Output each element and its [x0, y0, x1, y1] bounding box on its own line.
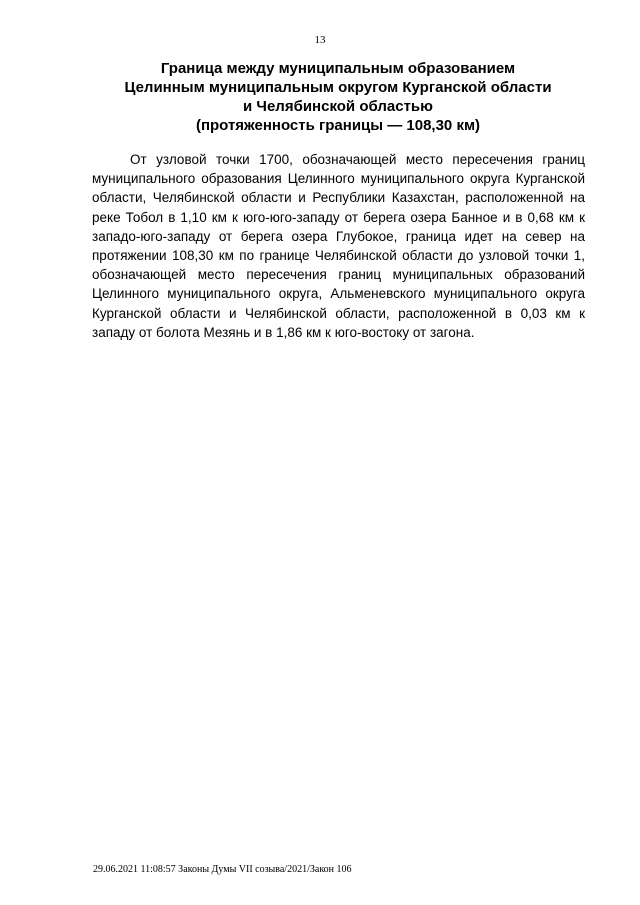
page-number: 13	[314, 34, 326, 46]
footer-stamp: 29.06.2021 11:08:57 Законы Думы VII созыва/2021/Закон 106	[93, 864, 352, 875]
document-title	[88, 59, 588, 135]
body-paragraph: От узловой точки 1700, обозначающей место пересечения границ муниципального образования Целинного муниципального округа Курганской области, Челябинской области и Республики Казахстан, расположенной на реке Тобол в 1,10 км к юго-юго-западу от берега озера Банное и в 0,68 км к западо-юго-западу от берега озера Глубокое, граница идет на север на протяжении 108,30 км по границе Челябинской области до узловой точки 1, обозначающей место пересечения границ муниципальных образований Целинного муниципального округа, Альменевского муниципального округа Курганской области и Челябинской области, расположенной в 0,03 км к западу от болота Мезянь и в 1,86 км к юго-востоку от загона.	[92, 152, 585, 340]
title-line-3: и Челябинской областью	[243, 98, 433, 115]
title-line-4: (протяженность границы — 108,30 км)	[195, 117, 481, 134]
title-line-2: Целинным муниципальным округом Курганской области	[124, 79, 552, 96]
title-line-1: Граница между муниципальным образованием	[160, 60, 516, 77]
